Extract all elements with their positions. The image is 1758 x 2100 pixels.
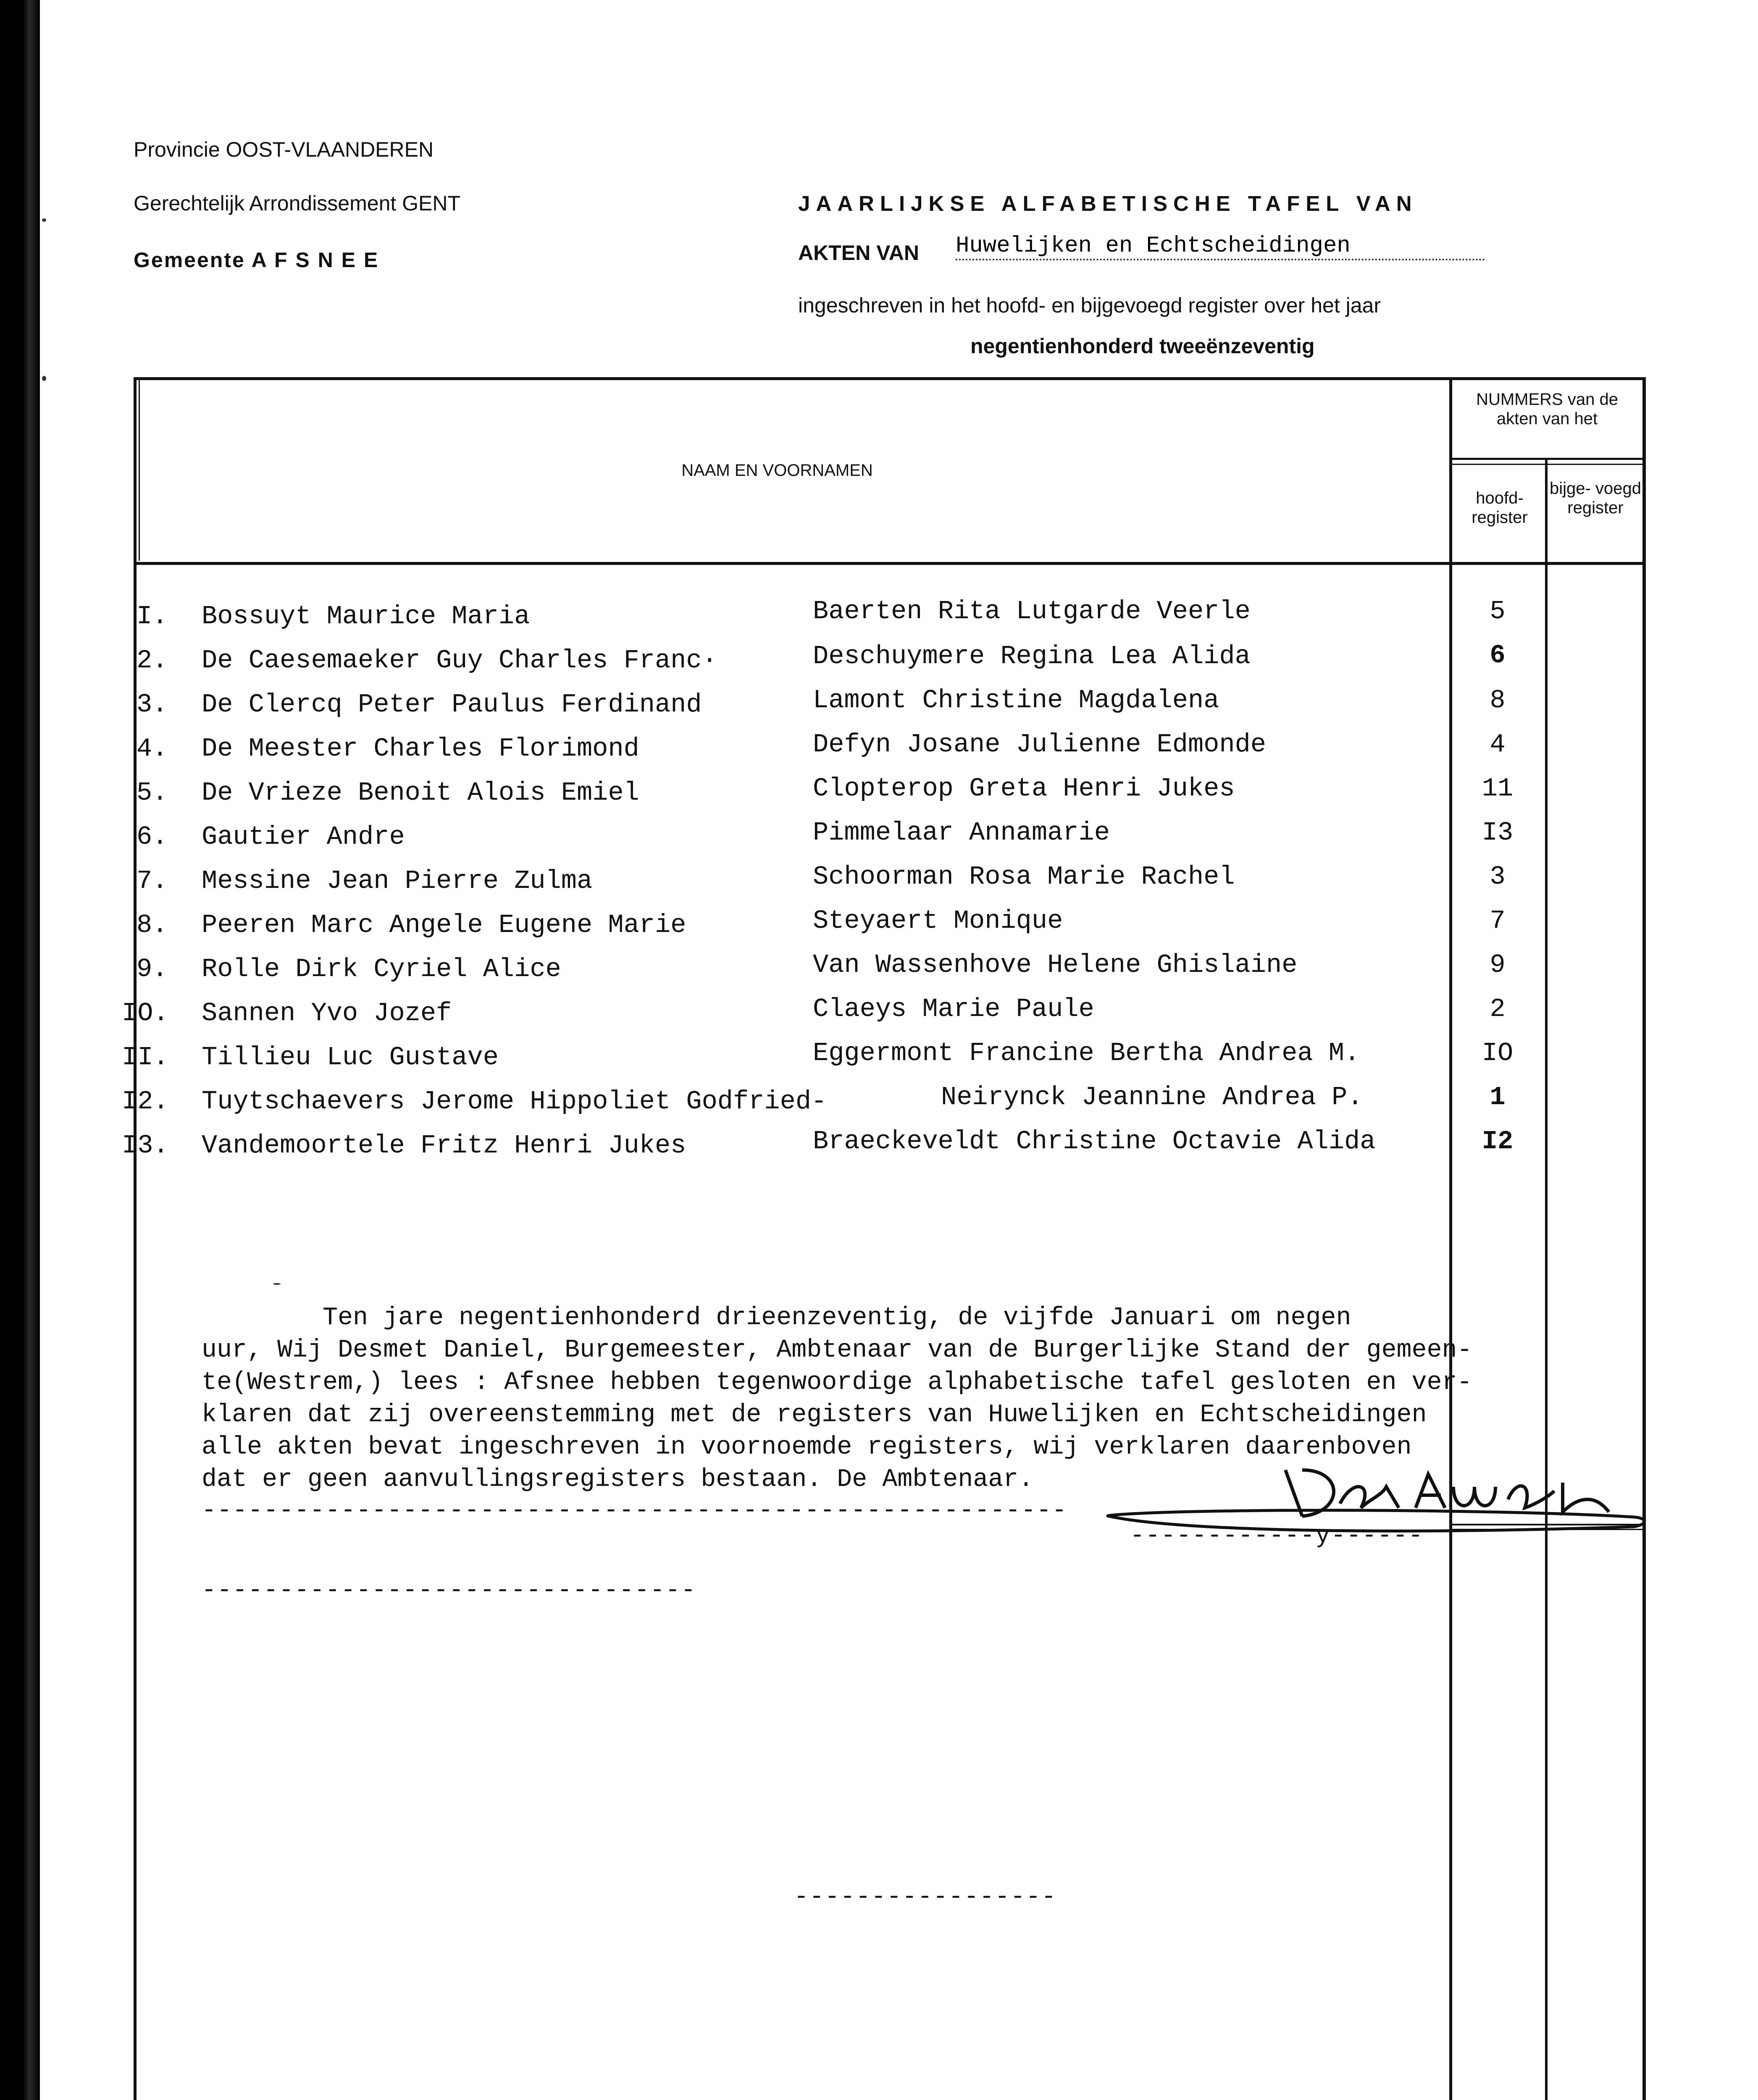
row-wife-name: Deschuymere Regina Lea Alida (813, 641, 1251, 671)
row-index: 5. (137, 778, 168, 808)
row-wife-name: Steyaert Monique (813, 906, 1063, 936)
table-left-border-inner (139, 380, 140, 561)
row-index: II. (122, 1042, 169, 1072)
row-husband-name: Vandemoortele Fritz Henri Jukes (202, 1131, 686, 1160)
row-husband-name: De Clercq Peter Paulus Ferdinand (202, 690, 702, 719)
row-wife-name: Braeckeveldt Christine Octavie Alida (813, 1126, 1376, 1156)
row-wife-name: Schoorman Rosa Marie Rachel (813, 862, 1235, 892)
dash-line: ------------y------ (1130, 1522, 1424, 1550)
closing-line: alle akten bevat ingeschreven in voornoemde registers, wij verklaren daarenboven (202, 1433, 1412, 1462)
row-wife-name: Clopterop Greta Henri Jukes (813, 774, 1235, 803)
register-line: ingeschreven in het hoofd- en bijgevoegd register over het jaar (798, 294, 1381, 317)
scan-left-edge (0, 0, 40, 2100)
row-hoofd-number: 7 (1490, 906, 1506, 936)
row-hoofd-number: 5 (1490, 596, 1506, 626)
row-index: 6. (137, 822, 168, 852)
closing-line: uur, Wij Desmet Daniel, Burgemeester, Ambtenaar van de Burgerlijke Stand der gemeen- (202, 1336, 1472, 1365)
closing-line: Ten jare negentienhonderd drieenzeventig, de vijfde Januari om negen (202, 1304, 1351, 1332)
closing-line: klaren dat zij overeenstemming met de registers van Huwelijken en Echtscheidingen (202, 1401, 1427, 1429)
arrondissement-label: Gerechtelijk Arrondissement GENT (134, 192, 461, 215)
row-wife-name: Pimmelaar Annamarie (813, 818, 1110, 848)
signature (1050, 1445, 1659, 1541)
row-hoofd-number: 2 (1490, 994, 1506, 1024)
provincie-label: Provincie OOST-VLAANDEREN (134, 138, 434, 161)
row-husband-name: Gautier Andre (202, 822, 405, 852)
row-hoofd-number: 8 (1490, 685, 1506, 715)
closing-line: te(Westrem,) lees : Afsnee hebben tegenwoordige alphabetische tafel gesloten en ver- (202, 1368, 1472, 1397)
row-index: I. (137, 601, 168, 631)
row-hoofd-number: 3 (1490, 862, 1506, 892)
row-index: 4. (137, 734, 168, 764)
row-hoofd-number: IO (1482, 1038, 1514, 1068)
row-wife-name: Defyn Josane Julienne Edmonde (813, 730, 1266, 759)
scan-speck (42, 376, 46, 381)
document-title: JAARLIJKSE ALFABETISCHE TAFEL VAN (798, 192, 1418, 215)
row-husband-name: Sannen Yvo Jozef (202, 998, 452, 1028)
row-husband-name: Tuytschaevers Jerome Hippoliet Godfried- (202, 1087, 827, 1116)
column-divider-names (1449, 377, 1452, 2100)
row-hoofd-number: 4 (1490, 730, 1506, 759)
row-index: 3. (137, 690, 168, 719)
table-left-border (134, 377, 137, 2100)
gemeente-label: Gemeente A F S N E E (134, 248, 379, 272)
row-hoofd-number: 1 (1490, 1082, 1506, 1112)
table-right-border (1642, 377, 1646, 2100)
dash-line: -------------------------------------------------------- (202, 1497, 1068, 1525)
row-husband-name: De Caesemaeker Guy Charles Franc· (202, 646, 717, 675)
row-index: IO. (122, 998, 169, 1028)
row-wife-name: Eggermont Francine Bertha Andrea M. (813, 1038, 1360, 1068)
row-wife-name: Baerten Rita Lutgarde Veerle (813, 596, 1251, 626)
table-top-border (134, 377, 1646, 380)
row-index: 9. (137, 954, 168, 984)
table-header-bottom (137, 562, 1646, 565)
name-column-header: NAAM EN VOORNAMEN (681, 461, 873, 480)
bijgevoegd-register-header: bijge- voegd register (1550, 479, 1641, 517)
akten-van-label: AKTEN VAN (798, 241, 919, 265)
dash-line: ----------------- (794, 1884, 1057, 1911)
row-index: 8. (137, 910, 168, 940)
year-label: negentienhonderd tweeënzeventig (970, 334, 1315, 358)
closing-line: dat er geen aanvullingsregisters bestaan. De Ambtenaar. (202, 1465, 1034, 1494)
akten-type-field: Huwelijken en Echtscheidingen (956, 233, 1485, 260)
row-husband-name: Rolle Dirk Cyriel Alice (202, 954, 561, 984)
row-husband-name: De Vrieze Benoit Alois Emiel (202, 778, 639, 808)
row-husband-name: De Meester Charles Florimond (202, 734, 639, 764)
row-hoofd-number: I3 (1482, 818, 1514, 848)
row-index: 7. (137, 866, 168, 896)
row-wife-name: Neirynck Jeannine Andrea P. (941, 1082, 1363, 1112)
row-wife-name: Van Wassenhove Helene Ghislaine (813, 950, 1298, 980)
row-index: I2. (122, 1087, 169, 1116)
numbers-column-header: NUMMERS van de akten van het (1476, 390, 1618, 428)
scan-speck (273, 1283, 281, 1285)
row-husband-name: Bossuyt Maurice Maria (202, 601, 530, 631)
column-divider-hoofd-bijge (1545, 460, 1548, 2100)
row-wife-name: Lamont Christine Magdalena (813, 685, 1219, 715)
hoofd-register-header: hoofd- register (1472, 489, 1528, 527)
row-husband-name: Peeren Marc Angele Eugene Marie (202, 910, 686, 940)
row-hoofd-number: 11 (1482, 774, 1514, 803)
row-husband-name: Messine Jean Pierre Zulma (202, 866, 593, 896)
row-index: I3. (122, 1131, 169, 1160)
row-index: 2. (137, 646, 168, 675)
row-husband-name: Tillieu Luc Gustave (202, 1042, 499, 1072)
scan-speck (42, 218, 46, 222)
row-hoofd-number: 9 (1490, 950, 1506, 980)
row-wife-name: Claeys Marie Paule (813, 994, 1094, 1024)
dash-line: -------------------------------- (202, 1577, 696, 1604)
row-hoofd-number: 6 (1490, 640, 1506, 670)
row-hoofd-number: I2 (1482, 1126, 1514, 1156)
